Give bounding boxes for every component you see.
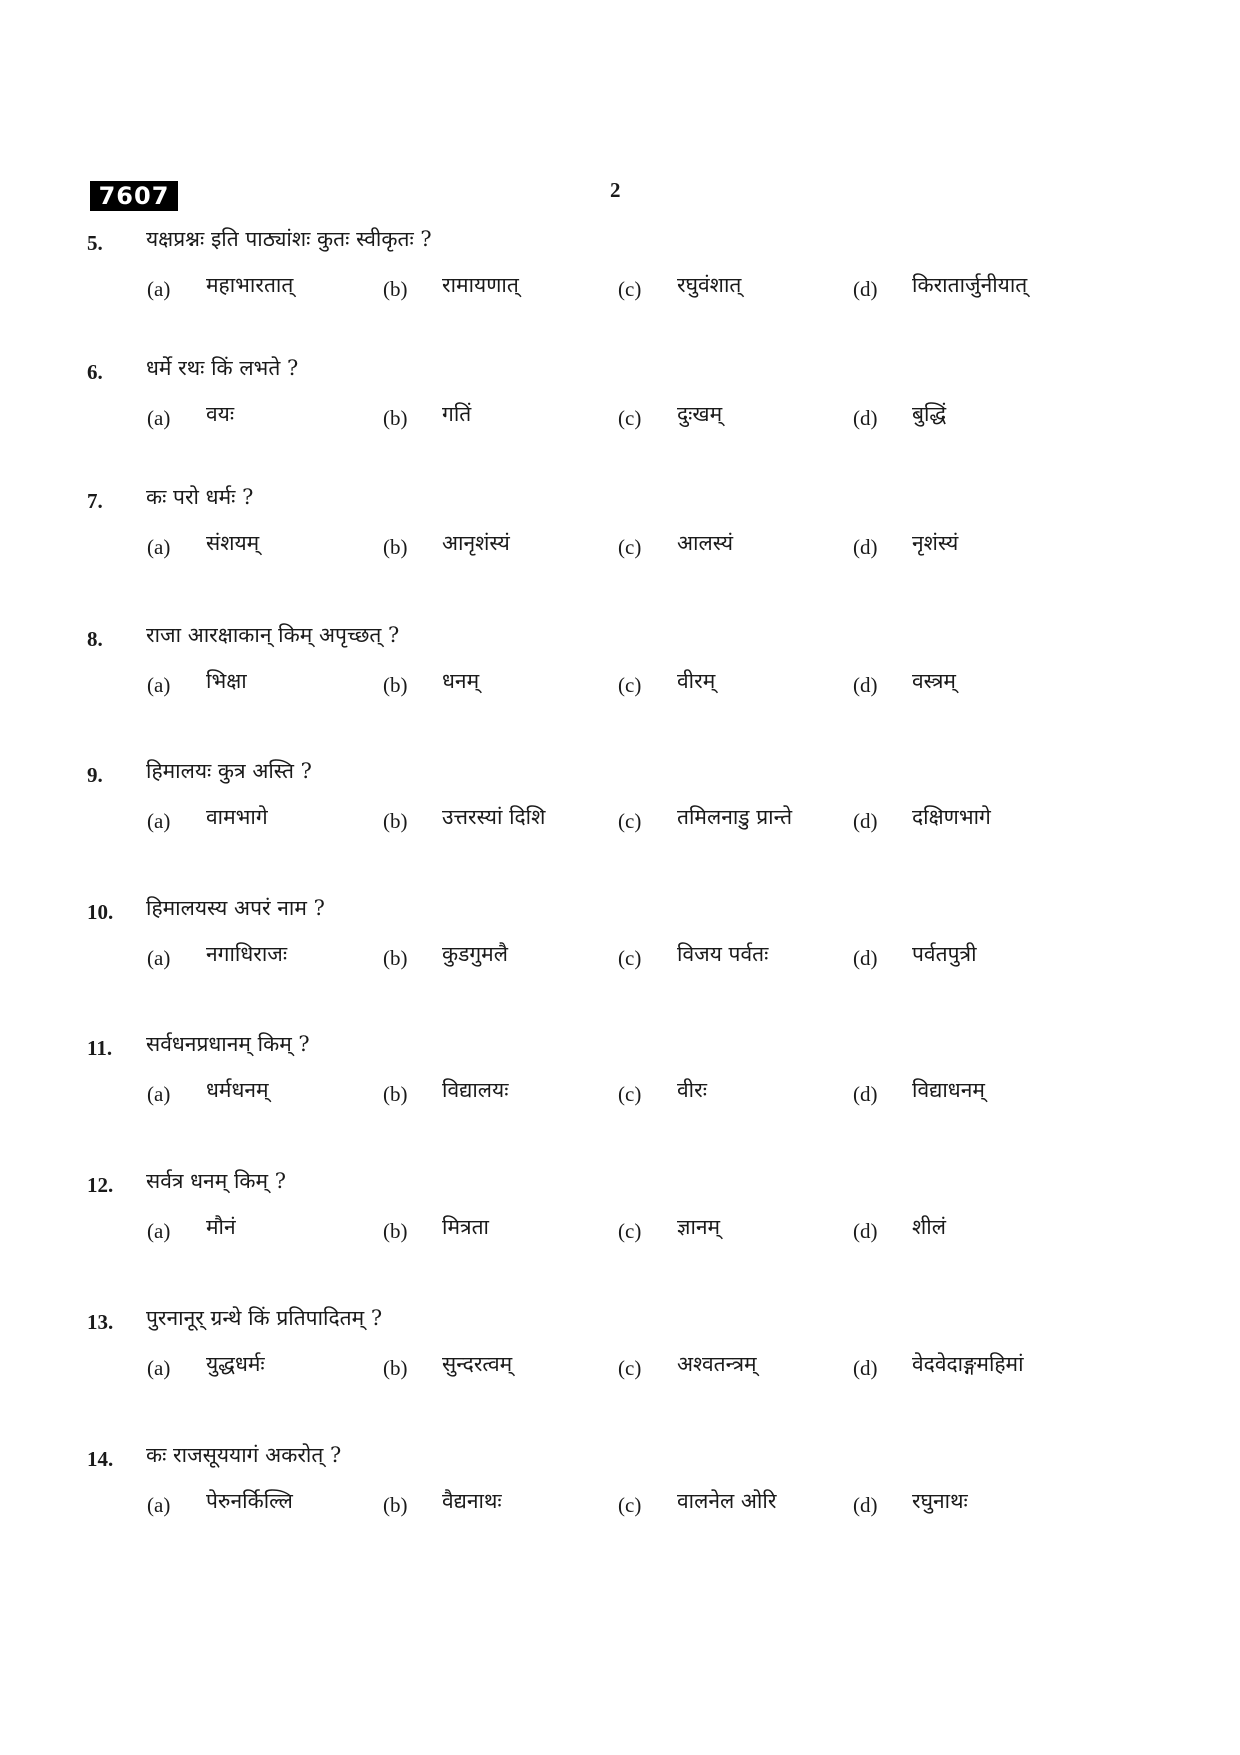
question-number: 7.	[87, 489, 103, 513]
option-text: वयः	[206, 402, 235, 426]
question-text: सर्वधनप्रधानम् किम् ?	[146, 1032, 310, 1056]
question-12	[0, 1170, 1240, 1290]
option-label: (a)	[147, 673, 171, 697]
option-text: दुःखम्	[677, 402, 723, 426]
option-text: वैद्यनाथः	[442, 1489, 502, 1513]
option-text: अश्वतन्त्रम्	[677, 1352, 757, 1376]
option-label: (c)	[618, 946, 642, 970]
question-text: कः परो धर्मः ?	[146, 485, 254, 509]
option-text: पेरुनर्किल्लि	[206, 1489, 293, 1513]
option-label: (a)	[147, 1082, 171, 1106]
question-number: 11.	[87, 1036, 113, 1060]
question-text: यक्षप्रश्नः इति पाठ्यांशः कुतः स्वीकृतः ?	[146, 227, 432, 251]
option-label: (d)	[853, 1493, 878, 1517]
option-label: (d)	[853, 673, 878, 697]
option-text: वेदवेदाङ्गमहिमां	[912, 1352, 1024, 1376]
page-number: 2	[610, 178, 621, 202]
option-label: (d)	[853, 535, 878, 559]
question-text: धर्मे रथः किं लभते ?	[146, 356, 299, 380]
question-8	[0, 624, 1240, 744]
option-text: वालनेल ओरि	[677, 1489, 777, 1513]
question-10	[0, 897, 1240, 1017]
option-label: (a)	[147, 1219, 171, 1243]
option-label: (d)	[853, 277, 878, 301]
option-text: विद्याधनम्	[912, 1078, 985, 1102]
question-number: 10.	[87, 900, 114, 924]
paper-code-badge: 7607	[90, 181, 178, 211]
option-label: (a)	[147, 1356, 171, 1380]
option-label: (c)	[618, 277, 642, 301]
option-label: (b)	[383, 1493, 408, 1517]
option-label: (c)	[618, 673, 642, 697]
option-text: आनृशंस्यं	[442, 531, 510, 555]
option-label: (d)	[853, 1082, 878, 1106]
question-number: 6.	[87, 360, 103, 384]
option-text: नृशंस्यं	[912, 531, 959, 555]
question-text: कः राजसूययागं अकरोत् ?	[146, 1443, 342, 1467]
option-label: (a)	[147, 277, 171, 301]
question-number: 12.	[87, 1173, 114, 1197]
option-label: (d)	[853, 946, 878, 970]
option-label: (b)	[383, 1219, 408, 1243]
option-text: महाभारतात्	[206, 273, 294, 297]
option-label: (c)	[618, 1219, 642, 1243]
option-label: (b)	[383, 535, 408, 559]
option-label: (a)	[147, 809, 171, 833]
question-9	[0, 760, 1240, 880]
option-text: संशयम्	[206, 531, 260, 555]
question-13	[0, 1307, 1240, 1427]
option-label: (b)	[383, 673, 408, 697]
option-text: बुद्धिं	[912, 402, 947, 426]
option-text: भिक्षा	[206, 669, 247, 693]
option-text: सुन्दरत्वम्	[442, 1352, 513, 1376]
option-label: (b)	[383, 946, 408, 970]
option-text: युद्धधर्मः	[206, 1352, 265, 1376]
question-7	[0, 486, 1240, 606]
option-label: (d)	[853, 1219, 878, 1243]
question-text: हिमालयः कुत्र अस्ति ?	[146, 759, 312, 783]
option-text: वस्त्रम्	[912, 669, 956, 693]
question-text: सर्वत्र धनम् किम् ?	[146, 1169, 287, 1193]
option-label: (d)	[853, 406, 878, 430]
option-label: (d)	[853, 809, 878, 833]
option-text: पर्वतपुत्री	[912, 942, 977, 966]
question-number: 9.	[87, 763, 103, 787]
option-text: मौनं	[206, 1215, 236, 1239]
option-text: ज्ञानम्	[677, 1215, 721, 1239]
option-label: (c)	[618, 1356, 642, 1380]
option-text: धनम्	[442, 669, 480, 693]
question-number: 14.	[87, 1447, 114, 1471]
option-label: (c)	[618, 809, 642, 833]
question-number: 13.	[87, 1310, 114, 1334]
option-label: (b)	[383, 277, 408, 301]
option-text: किरातार्जुनीयात्	[912, 273, 1028, 297]
option-text: वीरः	[677, 1078, 707, 1102]
option-label: (b)	[383, 1082, 408, 1106]
question-11	[0, 1033, 1240, 1153]
option-label: (a)	[147, 535, 171, 559]
option-label: (b)	[383, 809, 408, 833]
option-text: शीलं	[912, 1215, 946, 1239]
question-text: राजा आरक्षाकान् किम् अपृच्छत् ?	[146, 623, 400, 647]
option-text: वामभागे	[206, 805, 268, 829]
option-text: दक्षिणभागे	[912, 805, 991, 829]
option-label: (b)	[383, 406, 408, 430]
option-text: वीरम्	[677, 669, 716, 693]
option-text: गतिं	[442, 402, 472, 426]
option-text: आलस्यं	[677, 531, 734, 555]
option-text: रघुनाथः	[912, 1489, 968, 1513]
option-label: (a)	[147, 406, 171, 430]
option-text: विद्यालयः	[442, 1078, 509, 1102]
question-text: हिमालयस्य अपरं नाम ?	[146, 896, 325, 920]
option-label: (c)	[618, 406, 642, 430]
option-text: तमिलनाडु प्रान्ते	[677, 805, 793, 829]
option-label: (a)	[147, 946, 171, 970]
option-label: (b)	[383, 1356, 408, 1380]
option-label: (c)	[618, 1493, 642, 1517]
question-14	[0, 1444, 1240, 1564]
option-text: विजय पर्वतः	[677, 942, 769, 966]
question-number: 8.	[87, 627, 103, 651]
option-label: (a)	[147, 1493, 171, 1517]
option-label: (c)	[618, 535, 642, 559]
option-text: उत्तरस्यां दिशि	[442, 805, 546, 829]
option-text: रघुवंशात्	[677, 273, 742, 297]
option-text: रामायणात्	[442, 273, 519, 297]
option-text: नगाधिराजः	[206, 942, 288, 966]
question-number: 5.	[87, 231, 103, 255]
option-text: मित्रता	[442, 1215, 489, 1239]
option-label: (c)	[618, 1082, 642, 1106]
option-text: धर्मधनम्	[206, 1078, 269, 1102]
question-6	[0, 357, 1240, 477]
question-text: पुरनानूर् ग्रन्थे किं प्रतिपादितम् ?	[146, 1306, 383, 1330]
option-text: कुडगुमलै	[442, 942, 508, 966]
question-5	[0, 228, 1240, 348]
option-label: (d)	[853, 1356, 878, 1380]
